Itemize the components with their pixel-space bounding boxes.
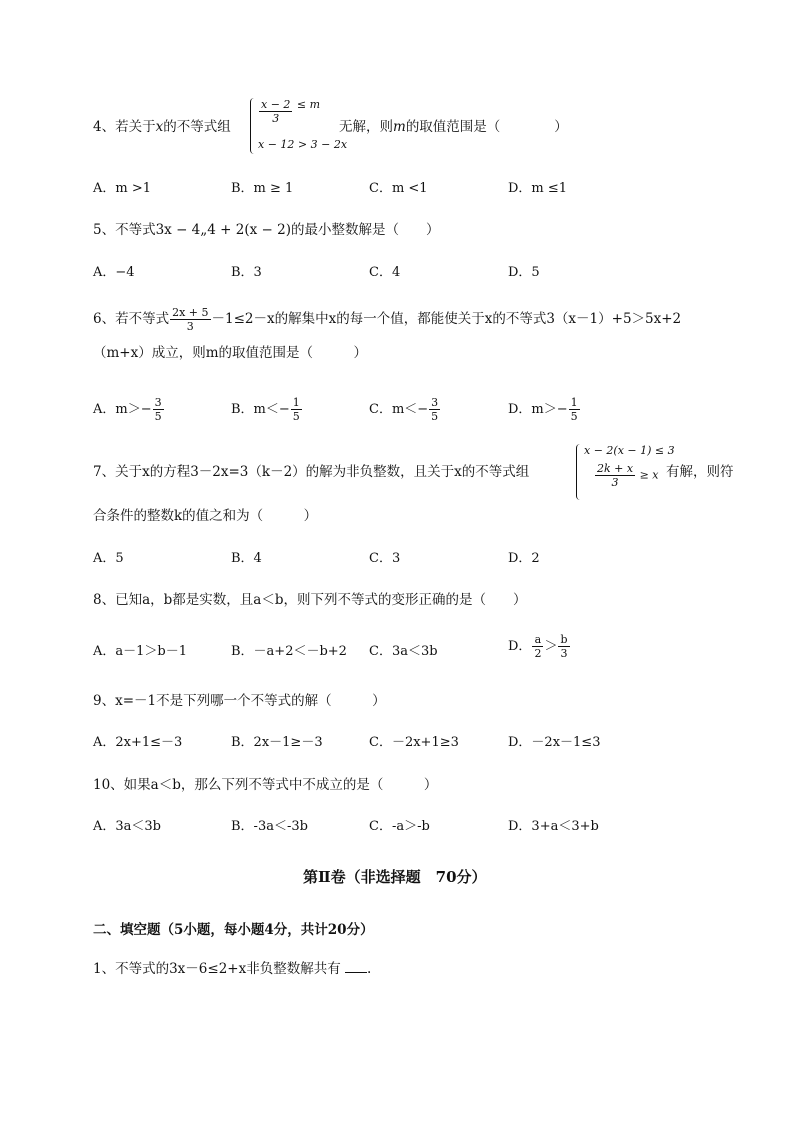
q5-option-a[interactable]: A．−4 xyxy=(93,265,135,280)
q9-option-a[interactable]: A．2x+1≤－3 xyxy=(93,735,183,750)
q4-stem-suffix xyxy=(339,118,568,136)
q10-option-d[interactable]: D．3+a＜3+b xyxy=(508,819,599,834)
q6-option-a-den: 5 xyxy=(154,410,162,423)
q6-option-d-num: 1 xyxy=(570,396,578,409)
q4-sys-row2: x − 12 > 3 − 2x xyxy=(258,138,348,151)
q4-option-d[interactable]: D．m ≤1 xyxy=(508,181,568,196)
q4-sys-row1-den: 3 xyxy=(272,112,280,125)
q6-prefix: 6、若不等式 xyxy=(93,311,170,327)
q8-option-d-num1: a xyxy=(532,633,543,647)
q7-option-a[interactable]: A．5 xyxy=(93,551,124,566)
q7-sys-row2-den: 3 xyxy=(611,476,619,489)
q6-option-d-label: D．m＞− xyxy=(508,402,568,417)
q6-option-c-label: C．m＜− xyxy=(369,402,429,417)
q6-frac-num: 2x + 5 xyxy=(172,306,209,319)
q8-option-d[interactable] xyxy=(508,633,571,660)
q8-option-d-rel: ＞ xyxy=(544,639,558,654)
q6-option-b[interactable] xyxy=(231,396,303,423)
fill1-prefix: 1、不等式的3x－6≤2+x非负整数解共有 xyxy=(93,961,341,977)
q10-option-b[interactable]: B．-3a＜-3b xyxy=(231,819,308,834)
q4-prefix: 4、若关于 xyxy=(93,119,156,135)
q6-option-d-den: 5 xyxy=(570,410,578,423)
q6-stem-line2: （m+x）成立，则m的取值范围是（ ） xyxy=(93,345,368,361)
q9-option-b[interactable]: B．2x－1≥－3 xyxy=(231,735,323,750)
q8-option-d-den1: 2 xyxy=(534,647,542,660)
q7-inequality-system xyxy=(576,444,675,500)
q8-option-d-num2: b xyxy=(560,633,568,646)
q4-option-a[interactable]: A．m >1 xyxy=(93,181,152,196)
q6-option-a-num: 3 xyxy=(154,396,162,409)
q4-sys-row1-num: x − 2 xyxy=(261,98,291,111)
q6-option-c-num: 3 xyxy=(431,396,439,409)
q6-option-a-label: A．m＞− xyxy=(93,402,152,417)
q7-sys-row1: x − 2(x − 1) ≤ 3 xyxy=(584,444,675,457)
q6-option-a[interactable] xyxy=(93,396,165,423)
q6-frac-den: 3 xyxy=(186,320,194,333)
q4-suffix-a: 无解，则 xyxy=(339,119,393,135)
fill-question-1 xyxy=(93,960,371,978)
q4-option-c[interactable]: C．m <1 xyxy=(369,181,428,196)
q8-option-b[interactable]: B．－a+2＜－b+2 xyxy=(231,644,347,659)
q4-stem xyxy=(93,118,231,136)
q7-option-c[interactable]: C．3 xyxy=(369,551,401,566)
section-subtitle: 二、填空题（5小题，每小题4分，共计20分） xyxy=(93,922,374,938)
q6-option-c-den: 5 xyxy=(431,410,439,423)
q8-option-d-den2: 3 xyxy=(560,647,568,660)
q6-option-b-den: 5 xyxy=(292,410,300,423)
q5-option-b[interactable]: B．3 xyxy=(231,265,262,280)
q4-var-x: x xyxy=(155,119,164,135)
q8-option-c[interactable]: C．3a＜3b xyxy=(369,644,438,659)
q10-stem: 10、如果a＜b，那么下列不等式中不成立的是（ ） xyxy=(93,777,438,793)
q5-option-c[interactable]: C．4 xyxy=(369,265,401,280)
fill1-suffix: . xyxy=(367,961,372,977)
q7-stem-line2: 合条件的整数k的值之和为（ ） xyxy=(93,508,318,524)
q9-stem: 9、x=－1不是下列哪一个不等式的解（ ） xyxy=(93,693,386,709)
q9-option-c[interactable]: C．－2x+1≥3 xyxy=(369,735,459,750)
q6-stem-line1 xyxy=(93,306,681,333)
q7-stem-line1-end: 有解，则符 xyxy=(666,464,734,480)
q7-option-d[interactable]: D．2 xyxy=(508,551,540,566)
q5-option-d[interactable]: D．5 xyxy=(508,265,540,280)
q8-option-d-label: D． xyxy=(508,639,532,654)
q7-brace xyxy=(576,444,583,500)
q10-option-c[interactable]: C．-a＞-b xyxy=(369,819,430,834)
section-title: 第Ⅱ卷（非选择题 70分） xyxy=(303,868,487,886)
q7-stem-line1: 7、关于x的方程3－2x=3（k－2）的解为非负整数，且关于x的不等式组 xyxy=(93,464,530,480)
q4-sys-row1 xyxy=(258,98,320,125)
q6-option-d[interactable] xyxy=(508,396,581,423)
q9-option-d[interactable]: D．－2x－1≤3 xyxy=(508,735,601,750)
q6-option-b-label: B．m＜− xyxy=(231,402,290,417)
q4-var-m: m xyxy=(393,119,406,135)
q4-sys-row1-rel: ≤ m xyxy=(296,98,321,111)
q7-sys-row2 xyxy=(594,462,659,489)
q6-option-c[interactable] xyxy=(369,396,441,423)
q5-stem: 5、不等式3x − 4„4 + 2(x − 2)的最小整数解是（ ） xyxy=(93,222,440,238)
q6-line1-rest: －1≤2－x的解集中x的每一个值，都能使关于x的不等式3（x－1）+5＞5x+2 xyxy=(211,311,682,327)
q8-option-a[interactable]: A．a－1＞b－1 xyxy=(93,644,188,659)
q10-option-a[interactable]: A．3a＜3b xyxy=(93,819,162,834)
q4-inequality-system xyxy=(250,98,348,154)
q7-sys-row2-num: 2k + x xyxy=(597,462,634,475)
q4-mid: 的不等式组 xyxy=(163,119,231,135)
q6-option-b-num: 1 xyxy=(292,396,300,409)
q8-stem: 8、已知a，b都是实数，且a＜b，则下列不等式的变形正确的是（ ） xyxy=(93,592,527,608)
answer-blank[interactable] xyxy=(345,960,367,973)
q7-sys-row2-rel: ≥ x xyxy=(639,468,659,482)
q6-fraction xyxy=(170,306,210,333)
q4-suffix-b: 的取值范围是（ ） xyxy=(405,119,568,135)
q7-option-b[interactable]: B．4 xyxy=(231,551,262,566)
q4-brace xyxy=(250,98,257,154)
q4-option-b[interactable]: B．m ≥ 1 xyxy=(231,181,294,196)
